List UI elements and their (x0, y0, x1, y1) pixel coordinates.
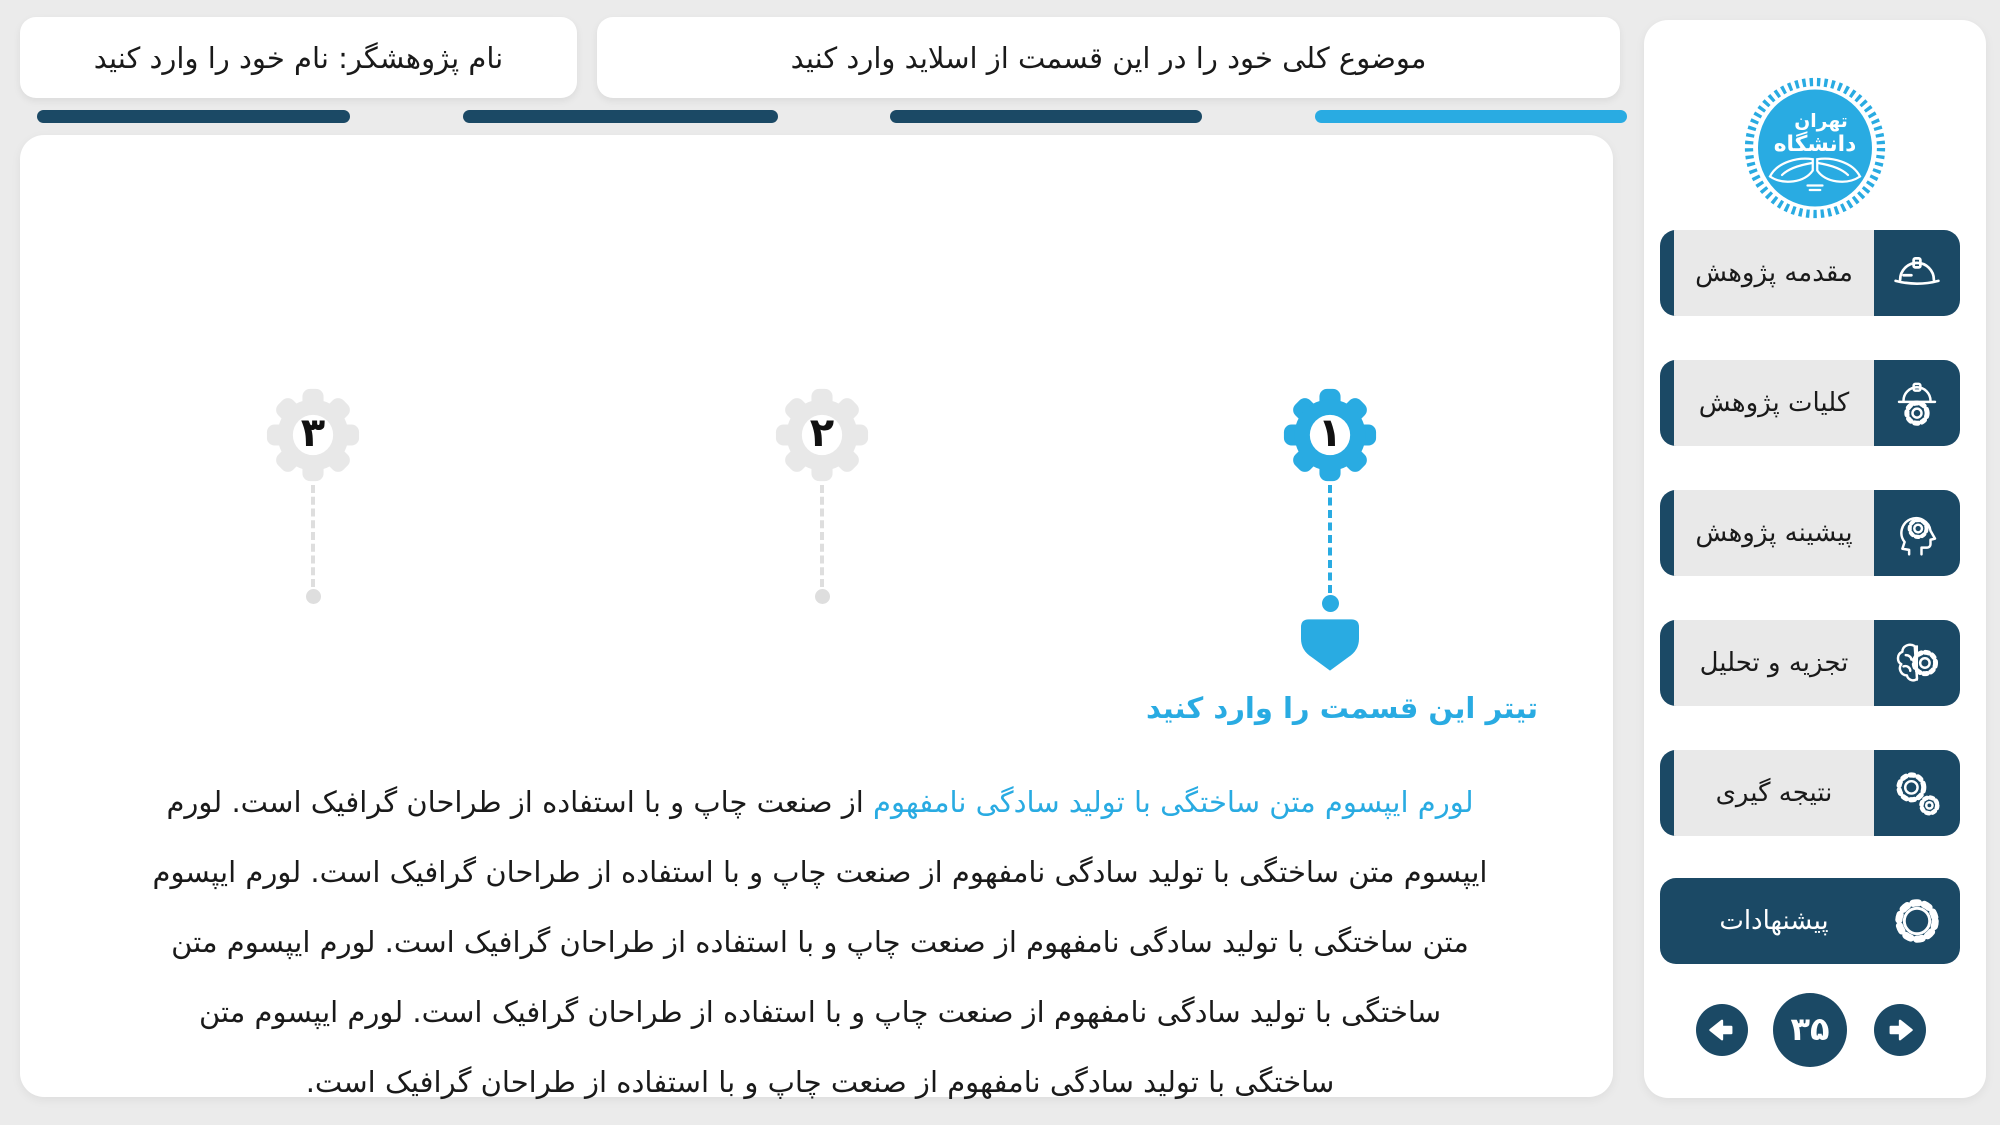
step-3 (265, 387, 361, 604)
svg-text:دانشگاه: دانشگاه (1773, 132, 1857, 157)
hard-hat-icon (1874, 230, 1960, 316)
sidebar-item-conclusion[interactable] (1660, 750, 1960, 836)
dashed-connector (311, 485, 315, 587)
sidebar-item-analysis[interactable] (1660, 620, 1960, 706)
pin-icon (1301, 619, 1359, 672)
sidebar-item-label: پیشینه پژوهش (1695, 518, 1853, 548)
step-1 (1282, 387, 1378, 672)
sidebar-item-label: تجزیه و تحلیل (1699, 648, 1849, 678)
gear-3-icon (265, 387, 361, 483)
page-number: ۳۵ (1790, 1010, 1830, 1048)
sidebar-item-introduction[interactable] (1660, 230, 1960, 316)
sidebar-panel (1644, 20, 1986, 1098)
sidebar-item-label: کلیات پژوهش (1698, 388, 1850, 418)
paragraph-highlight: لورم ایپسوم متن ساختگی با تولید سادگی نامفهوم (872, 785, 1474, 819)
paragraph-rest: از صنعت چاپ و با استفاده از طراحان گرافیک است. لورم ایپسوم متن ساختگی با تولید سادگی نامفهوم از صنعت چاپ و با استفاده از طراحان گرافیک است. لورم ایپسوم متن ساختگی با تولید سادگی نامفهوم از صنعت چاپ و با استفاده از طراحان گرافیک است. لورم ایپسوم متن ساختگی با تولید سادگی نامفهوم از صنعت چاپ و با استفاده از طراحان گرافیک است. لورم ایپسوم متن ساختگی با تولید سادگی نامفهوم از صنعت چاپ و با استفاده از طراحان گرافیک است. (152, 785, 1488, 1099)
step-2 (774, 387, 870, 604)
sidebar-item-suggestions[interactable] (1660, 878, 1960, 964)
topic-box[interactable] (597, 17, 1620, 98)
step-1-number: ۱ (1317, 410, 1343, 456)
dashed-connector (1328, 485, 1332, 593)
gear-1-icon (1282, 387, 1378, 483)
progress-bar (37, 110, 350, 123)
nav-arrow-right-button[interactable] (1874, 1004, 1926, 1056)
right-arrow-icon (1883, 1013, 1917, 1047)
sidebar-item-overview[interactable] (1660, 360, 1960, 446)
researcher-name-text: نام پژوهشگر: نام خود را وارد کنید (93, 40, 504, 75)
researcher-name-box[interactable] (20, 17, 577, 98)
head-gear-icon (1874, 490, 1960, 576)
gears-icon (1874, 750, 1960, 836)
sidebar-item-background[interactable] (1660, 490, 1960, 576)
progress-bar (890, 110, 1202, 123)
gear-icon (1874, 878, 1960, 964)
nav-arrow-left-button[interactable] (1696, 1004, 1748, 1056)
gear-2-icon (774, 387, 870, 483)
progress-bar (463, 110, 778, 123)
page-number-badge (1773, 993, 1847, 1067)
connector-dot (306, 589, 321, 604)
body-paragraph[interactable] (150, 767, 1490, 1117)
sidebar-item-label: مقدمه پژوهش (1695, 258, 1853, 288)
sidebar-item-label: نتیجه گیری (1715, 778, 1833, 808)
sidebar-item-label: پیشنهادات (1719, 906, 1829, 936)
slide-content-panel (20, 135, 1613, 1097)
step-3-number: ۳ (300, 410, 326, 456)
step-2-number: ۲ (809, 410, 835, 456)
progress-bar (1315, 110, 1627, 123)
topic-text: موضوع کلی خود را در این قسمت از اسلاید وارد کنید (790, 40, 1427, 75)
svg-text:تهران: تهران (1794, 111, 1848, 132)
section-title[interactable]: تیتر این قسمت را وارد کنید (1145, 691, 1539, 725)
left-arrow-icon (1705, 1013, 1739, 1047)
helmet-gear-icon (1874, 360, 1960, 446)
brain-gear-icon (1874, 620, 1960, 706)
connector-dot (815, 589, 830, 604)
university-of-tehran-logo (1740, 72, 1890, 224)
dashed-connector (820, 485, 824, 587)
connector-dot (1322, 595, 1339, 612)
